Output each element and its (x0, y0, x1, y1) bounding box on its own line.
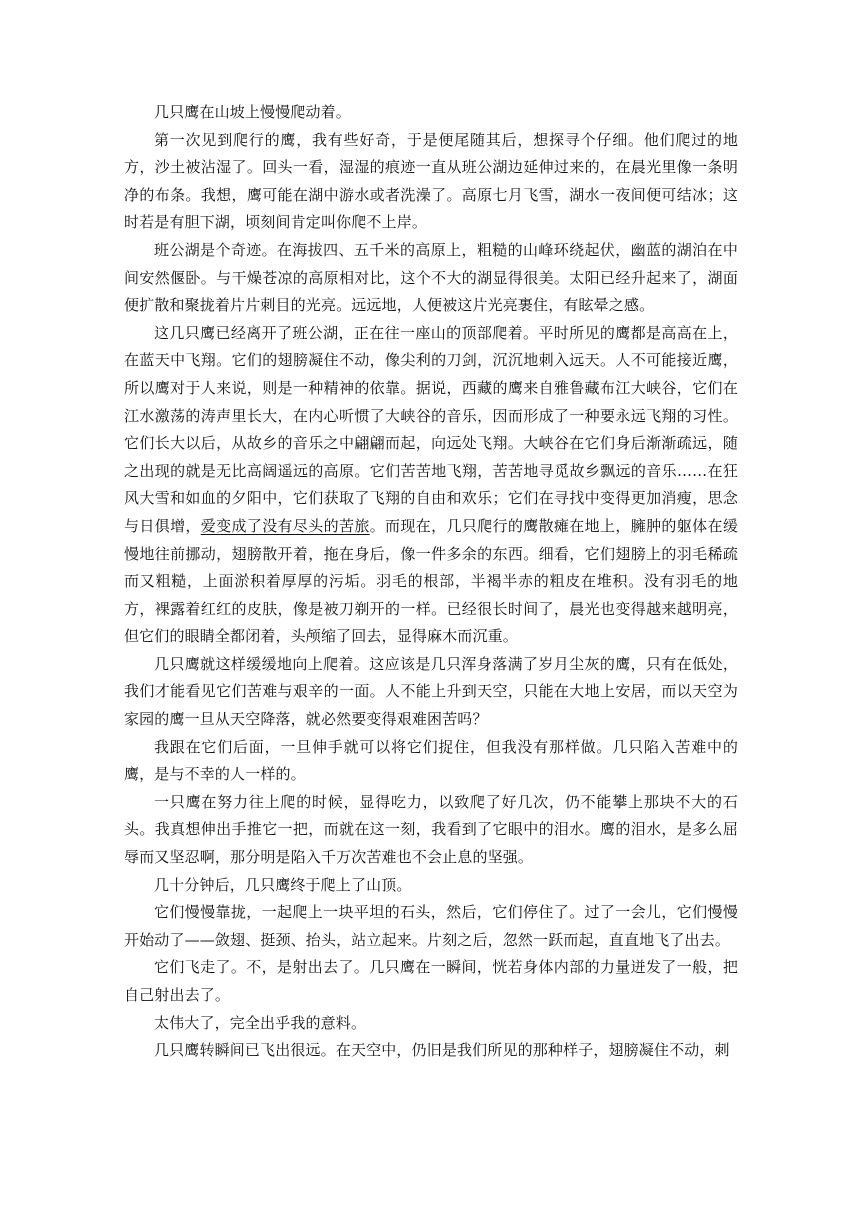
paragraph: 班公湖是个奇迹。在海拔四、五千米的高原上，粗糙的山峰环绕起伏，幽蓝的湖泊在中间安然偃卧。与干燥苍凉的高原相对比，这个不大的湖显得很美。太阳已经升起来了，湖面便扩散和聚拢着片片刺目的光亮。远远地，人便被这片光亮裹住，有眩晕之感。 (124, 240, 738, 315)
paragraph: 它们慢慢靠拢，一起爬上一块平坦的石头，然后，它们停住了。过了一会儿，它们慢慢开始动了——敛翅、挺颈、抬头，站立起来。片刻之后，忽然一跃而起，直直地飞了出去。 (124, 903, 738, 949)
paragraph-text: 这几只鹰已经离开了班公湖，正在往一座山的顶部爬着。平时所见的鹰都是高高在上，在蓝天中飞翔。它们的翅膀凝住不动，像尖利的刀剑，沉沉地刺入远天。人不可能接近鹰，所以鹰对于人来说，则是一种精神的依靠。据说，西藏的鹰来自雅鲁藏布江大峡谷，它们在江水激荡的涛声里长大，在内心听惯了大峡谷的音乐，因而形成了一种要永远飞翔的习性。它们长大以后，从故乡的音乐之中翩翩而起，向远处飞翔。大峡谷在它们身后渐渐疏远，随之出现的就是无比高阔遥远的高原。它们苦苦地飞翔，苦苦地寻觅故乡飘远的音乐……在狂风大雪和如血的夕阳中，它们获取了飞翔的自由和欢乐；它们在寻找中变得更加消瘦，思念与日俱增， (124, 323, 738, 535)
underlined-phrase: 爱变成了没有尽头的苦旅 (200, 516, 370, 535)
paragraph: 太伟大了，完全出乎我的意料。 (154, 1013, 367, 1032)
paragraph-text: 。而现在，几只爬行的鹰散瘫在地上，臃肿的躯体在缓慢地往前挪动，翅膀散开着，拖在身后，像一件多余的东西。细看，它们翅膀上的羽毛稀疏而又粗糙，上面淤积着厚厚的污垢。羽毛的根部，半褐半赤的粗皮在堆积。没有羽毛的地方，裸露着红红的皮肤，像是被刀剃开的一样。已经很长时间了，晨光也变得越来越明亮，但它们的眼睛全都闭着，头颅缩了回去，显得麻木而沉重。 (124, 516, 738, 646)
document-page (124, 99, 738, 1065)
paragraph: 几只鹰就这样缓缓地向上爬着。这应该是几只浑身落满了岁月尘灰的鹰，只有在低处，我们才能看见它们苦难与艰辛的一面。人不能上升到天空，只能在大地上安居，而以天空为家园的鹰一旦从天空降落，就必然要变得艰难困苦吗？ (124, 654, 738, 729)
paragraph: 几只鹰转瞬间已飞出很远。在天空中，仍旧是我们所见的那种样子，翅膀凝住不动，刺 (154, 1041, 730, 1060)
paragraph: 第一次见到爬行的鹰，我有些好奇，于是便尾随其后，想探寻个仔细。他们爬过的地方，沙土被沾湿了。回头一看，湿湿的痕迹一直从班公湖边延伸过来的，在晨光里像一条明净的布条。我想，鹰可能在湖中游水或者洗澡了。高原七月飞雪，湖水一夜间便可结冰；这时若是有胆下湖，顷刻间肯定叫你爬不上岸。 (124, 130, 738, 232)
paragraph: 几只鹰在山坡上慢慢爬动着。 (154, 103, 351, 121)
paragraph: 我跟在它们后面，一旦伸手就可以将它们捉住，但我没有那样做。几只陷入苦难中的鹰，是与不幸的人一样的。 (124, 737, 738, 784)
paragraph: 几十分钟后，几只鹰终于爬上了山顶。 (154, 875, 412, 894)
paragraph: 一只鹰在努力往上爬的时候，显得吃力，以致爬了好几次，仍不能攀上那块不大的石头。我真想伸出手推它一把，而就在这一刻，我看到了它眼中的泪水。鹰的泪水，是多么屈辱而又坚忍啊，那分明是陷入千万次苦难也不会止息的坚强。 (124, 792, 738, 867)
paragraph: 它们飞走了。不，是射出去了。几只鹰在一瞬间，恍若身体内部的力量迸发了一般，把自己射出去了。 (124, 958, 738, 1004)
paragraph (124, 320, 738, 651)
